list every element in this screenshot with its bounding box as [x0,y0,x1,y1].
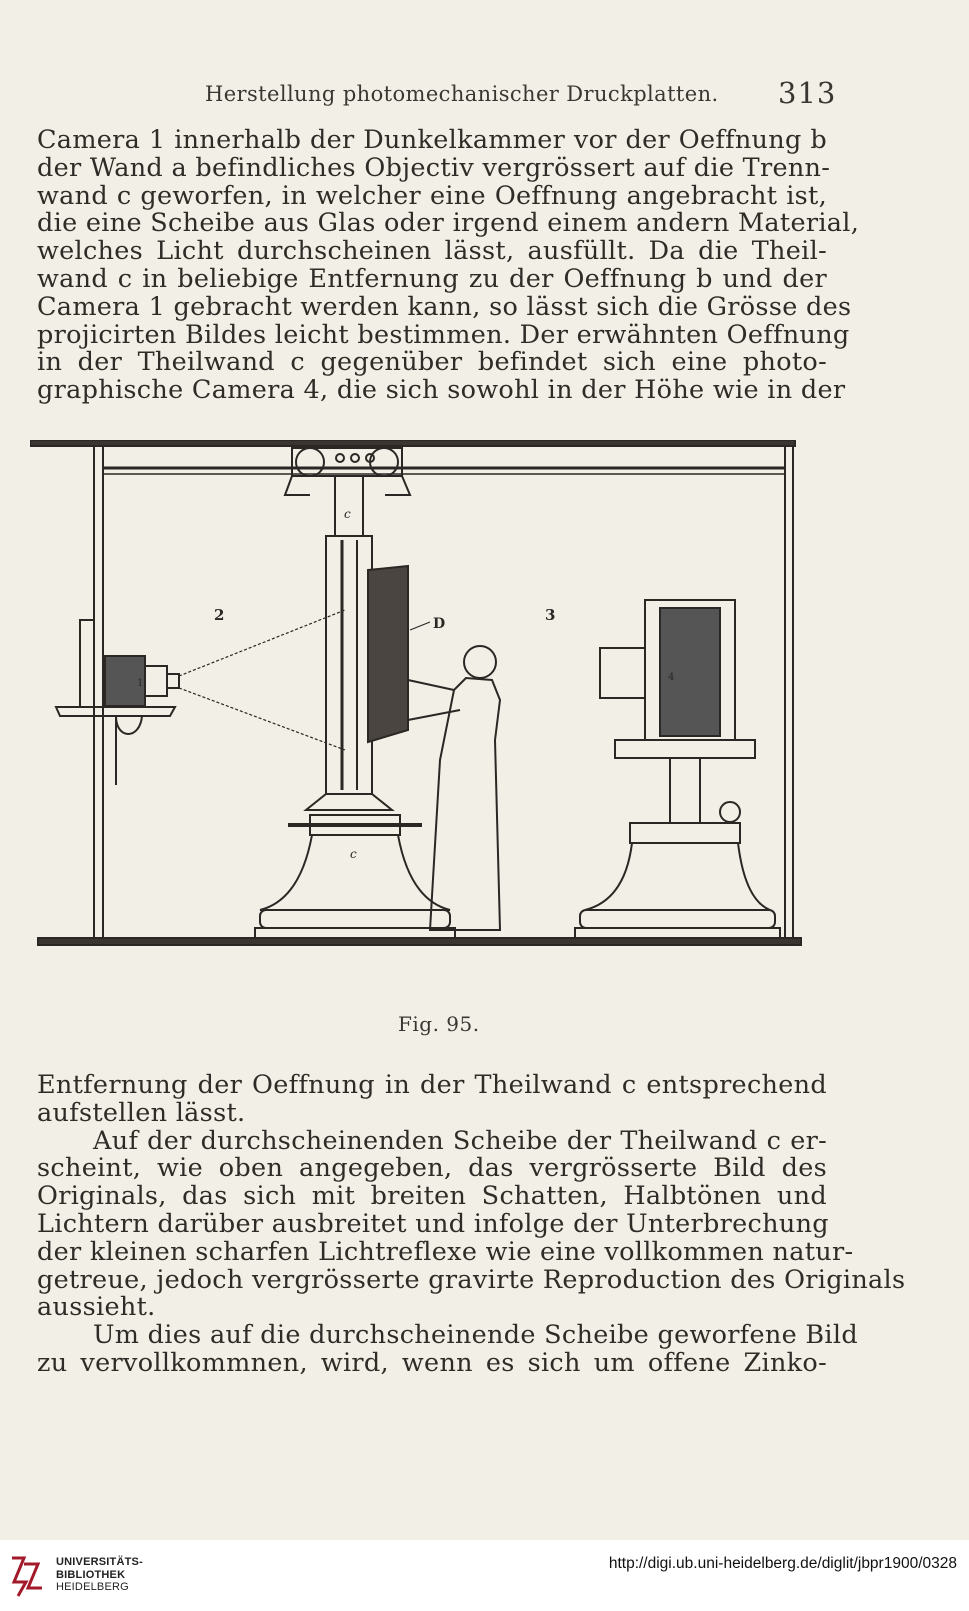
camera-4-lens [600,648,645,698]
camera-4-pedestal [585,843,770,910]
text-line: die eine Scheibe aus Glas oder irgend einem andern Material, [37,208,860,239]
institution-name [56,1556,143,1594]
translucent-screen-d [368,566,408,742]
institution-line-1: UNIVERSITÄTS- [56,1556,143,1568]
text-block-bottom [37,1070,906,1378]
camera-1-lens [145,666,167,696]
institution-line-3: HEIDELBERG [56,1581,129,1593]
text-line: graphische Camera 4, die sich sowohl in der Höhe wie in der [37,375,846,406]
text-line: projicirten Bildes leicht bestimmen. Der erwähnten Oeffnung [37,319,850,350]
floor [38,938,801,945]
partition-top [335,476,363,536]
text-line: in der Theilwand c gegenüber befindet sich eine photo- [37,347,827,378]
partition-wall-c [326,536,372,794]
right-wall [785,446,793,943]
text-line: Lichtern darüber ausbreitet und infolge der Unterbrechung [37,1208,829,1239]
darkroom-engraving [30,440,830,985]
label-camera-1: 1 [137,678,144,689]
text-line: Um dies auf die durchscheinende Scheibe geworfene Bild [93,1320,858,1351]
library-footer [0,1540,969,1611]
label-screen-d: D [433,616,446,632]
text-line: Originals, das sich mit breiten Schatten, Halbtönen und [37,1181,827,1212]
operator-figure-body [430,678,500,930]
light-ray-upper [179,610,345,676]
text-line: wand c in beliebige Entfernung zu der Oeffnung b und der [37,263,827,294]
page-number: 313 [778,76,837,110]
label-room-2: 2 [214,606,225,624]
text-line: Auf der durchscheinenden Scheibe der Theilwand c er- [93,1125,827,1156]
text-line: der Wand a befindliches Objectiv vergrössert auf die Trenn- [37,152,831,183]
text-line: welches Licht durchscheinen lässt, ausfüllt. Da die Theil- [37,236,827,267]
running-title: Herstellung photomechanischer Druckplatten. [205,82,719,106]
text-line: wand c geworfen, in welcher eine Oeffnung angebracht ist, [37,180,827,211]
paragraph-1 [37,1072,827,1128]
text-line: aufstellen lässt. [37,1097,246,1128]
camera-1-body [80,620,94,707]
text-line: der kleinen scharfen Lichtreflexe wie eine vollkommen natur- [37,1236,854,1267]
label-room-3: 3 [545,606,556,624]
wall-shelf [56,707,175,716]
light-ray-lower [179,688,345,750]
text-line: aussieht. [37,1292,156,1323]
figure-caption: Fig. 95. [398,1012,480,1036]
label-camera-4: 4 [668,672,675,683]
operator-figure-head [464,646,496,678]
paragraph-3 [37,1320,858,1378]
text-block-top [37,125,860,406]
text-line: getreue, jedoch vergrösserte gravirte Reproduction des Originals [37,1264,906,1295]
text-line: zu vervollkommnen, wird, wenn es sich um offene Zinko- [37,1347,827,1378]
label-wall-bottom-c: c [350,847,357,861]
left-wall-a [94,446,103,943]
text-line: Entfernung der Oeffnung in der Theilwand c entsprechend [37,1070,827,1100]
label-wall-top-c: c [344,507,351,521]
figure-95-illustration [30,440,830,985]
source-url-link[interactable]: http://digi.ub.uni-heidelberg.de/diglit/jbpr1900/0328 [608,1555,957,1572]
text-line: Camera 1 innerhalb der Dunkelkammer vor der Oeffnung b [37,125,827,155]
institution-line-2: BIBLIOTHEK [56,1568,126,1581]
camera-4-stand [615,740,755,758]
paragraph-top [37,125,860,406]
text-line: scheint, wie oben angegeben, das vergrösserte Bild des [37,1153,827,1184]
ceiling-beam [30,440,795,446]
university-library-logo-icon [8,1552,48,1598]
text-line: Camera 1 gebracht werden kann, so lässt sich die Grösse des [37,291,852,322]
ceiling-mount [292,448,402,476]
paragraph-2 [37,1125,906,1323]
